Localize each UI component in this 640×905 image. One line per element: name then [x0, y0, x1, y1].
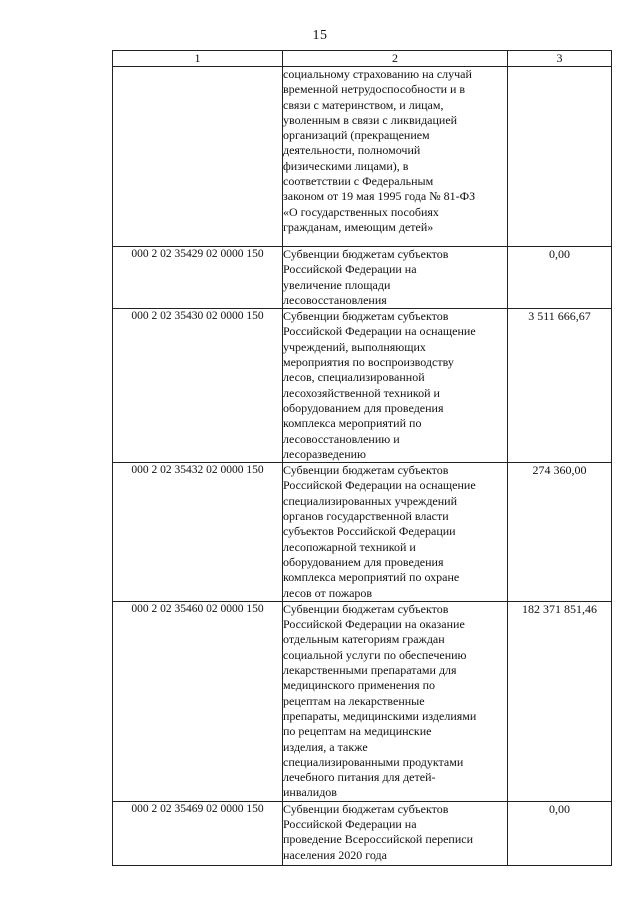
description-line: Субвенции бюджетам субъектов	[283, 801, 449, 816]
description-line: лесохозяйственной техникой и	[283, 385, 440, 400]
table-row	[113, 601, 612, 801]
amount-cell: 182 371 851,46	[508, 601, 612, 801]
description-line: связи с материнством, и лицам,	[283, 97, 444, 112]
description-line: лекарственными препаратами для	[283, 663, 457, 678]
page-number: 15	[312, 28, 328, 43]
column-header-code: 1	[113, 51, 283, 67]
description-line: лесопожарной техникой и	[283, 539, 416, 554]
budget-code-cell: 000 2 02 35429 02 0000 150	[113, 247, 283, 309]
description-line: специализированными продуктами	[283, 754, 464, 769]
description-line: мероприятия по воспроизводству	[283, 355, 454, 370]
description-line: субъектов Российской Федерации	[283, 524, 456, 539]
column-header-description: 2	[283, 51, 508, 67]
amount-cell	[508, 67, 612, 247]
description-line: рецептам на лекарственные	[283, 693, 425, 708]
description-line: населения 2020 года	[283, 847, 387, 862]
description-line: лесов, специализированной	[283, 370, 425, 385]
description-line: лечебного питания для детей-	[283, 770, 436, 785]
description-line: медицинского применения по	[283, 678, 436, 693]
description-line: лесов от пожаров	[283, 585, 373, 600]
description-line: по рецептам на медицинские	[283, 724, 432, 739]
description-cell	[283, 309, 508, 463]
description-line: изделия, а также	[283, 739, 368, 754]
description-line: уволенным в связи с ликвидацией	[283, 112, 458, 127]
description-line: Субвенции бюджетам субъектов	[283, 601, 449, 616]
description-line: социальной услуги по обеспечению	[283, 647, 467, 662]
description-line: увеличение площади	[283, 277, 391, 292]
budget-code-cell: 000 2 02 35469 02 0000 150	[113, 801, 283, 865]
budget-code-cell	[113, 67, 283, 247]
description-line: учреждений, выполняющих	[283, 339, 426, 354]
description-line: соответствии с Федеральным	[283, 174, 434, 189]
description-line: лесовосстановлению и	[283, 431, 400, 446]
description-line: законом от 19 мая 1995 года № 81-ФЗ	[283, 189, 476, 204]
budget-table	[112, 50, 612, 866]
amount-cell: 0,00	[508, 801, 612, 865]
table-body	[113, 67, 612, 866]
amount-cell: 274 360,00	[508, 463, 612, 602]
description-line: социальному страхованию на случай	[283, 67, 472, 81]
description-cell	[283, 247, 508, 309]
column-header-amount: 3	[508, 51, 612, 67]
table-row	[113, 801, 612, 865]
description-line: Российской Федерации на	[283, 262, 417, 277]
description-line: физическими лицами), в	[283, 158, 409, 173]
description-line: Российской Федерации на оснащение	[283, 478, 476, 493]
description-line: препараты, медицинскими изделиями	[283, 708, 477, 723]
description-line: Российской Федерации на оснащение	[283, 324, 476, 339]
description-line: временной нетрудоспособности и в	[283, 82, 466, 97]
description-cell	[283, 801, 508, 865]
description-line: комплекса мероприятий по охране	[283, 570, 460, 585]
table-row	[113, 247, 612, 309]
description-line: специализированных учреждений	[283, 493, 458, 508]
description-line: Субвенции бюджетам субъектов	[283, 463, 449, 478]
description-line: Российской Федерации на	[283, 816, 417, 831]
description-line: Субвенции бюджетам субъектов	[283, 309, 449, 324]
description-line: оборудованием для проведения	[283, 400, 444, 415]
description-line: проведение Всероссийской переписи	[283, 832, 474, 847]
description-line: деятельности, полномочий	[283, 143, 421, 158]
description-line: комплекса мероприятий по	[283, 416, 422, 431]
description-cell	[283, 463, 508, 602]
description-line: органов государственной власти	[283, 509, 449, 524]
description-line: отдельным категориям граждан	[283, 632, 445, 647]
description-line: лесовосстановления	[283, 292, 387, 307]
table-header-row	[113, 51, 612, 67]
table-row	[113, 463, 612, 602]
description-cell	[283, 67, 508, 247]
description-line: организаций (прекращением	[283, 128, 430, 143]
description-cell	[283, 601, 508, 801]
description-line: инвалидов	[283, 785, 337, 800]
budget-code-cell: 000 2 02 35460 02 0000 150	[113, 601, 283, 801]
table-row	[113, 309, 612, 463]
description-line: гражданам, имеющим детей»	[283, 219, 434, 234]
amount-cell: 0,00	[508, 247, 612, 309]
amount-cell: 3 511 666,67	[508, 309, 612, 463]
budget-code-cell: 000 2 02 35430 02 0000 150	[113, 309, 283, 463]
description-line: оборудованием для проведения	[283, 554, 444, 569]
description-line: лесоразведению	[283, 446, 367, 461]
description-line: Субвенции бюджетам субъектов	[283, 247, 449, 261]
table-row	[113, 67, 612, 247]
description-line: «О государственных пособиях	[283, 204, 439, 219]
description-line: Российской Федерации на оказание	[283, 617, 465, 632]
budget-code-cell: 000 2 02 35432 02 0000 150	[113, 463, 283, 602]
